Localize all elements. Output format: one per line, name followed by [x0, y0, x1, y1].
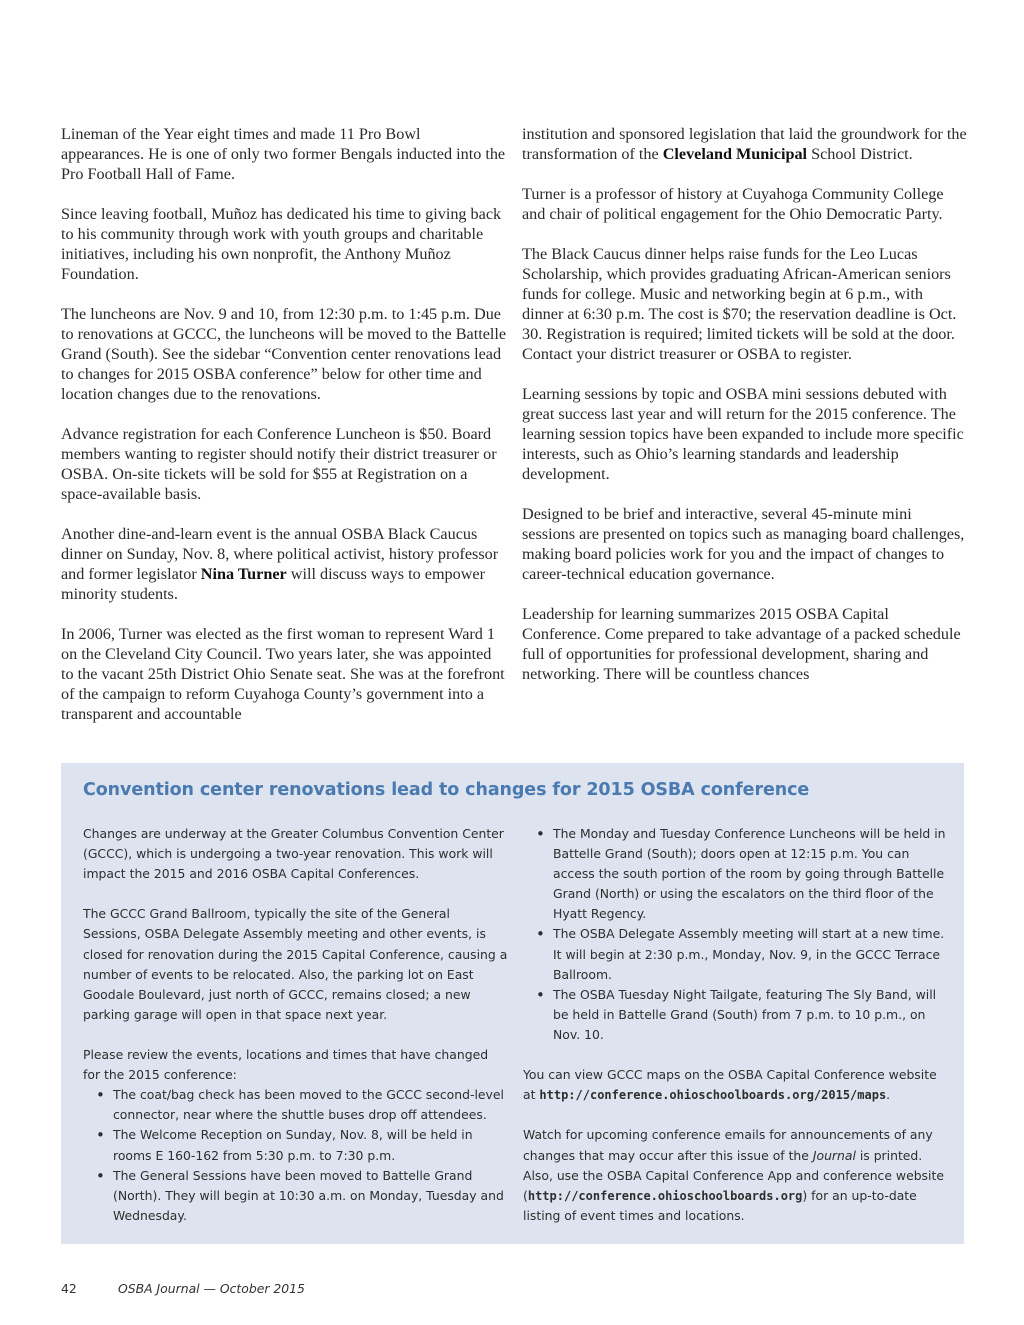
article-paragraph: Leadership for learning summarizes 2015 OSBA Capital Conference. Come prepared to take advantage of a packed schedule full of opportunities for professional development, sharing and networking. There will be countless chances	[522, 605, 961, 683]
bullet-item: • The Monday and Tuesday Conference Luncheons will be held in Battelle Grand (South); doors open at 12:15 p.m. You can access the south portion of the room by going through Battelle Grand (North) or using the escalators on the third floor of the Hyatt Regency.	[553, 824, 948, 924]
text-run: will discuss ways to empower minority students.	[61, 565, 485, 603]
text-run: institution and sponsored legislation that laid the groundwork for the transformation of the	[522, 125, 967, 163]
article-paragraph	[61, 524, 507, 604]
renovations-sidebar	[61, 763, 964, 1244]
bold-cleveland-municipal: Cleveland Municipal	[662, 145, 808, 163]
article-paragraph: Turner is a professor of history at Cuyahoga Community College and chair of political engagement for the Ohio Democratic Party.	[522, 185, 944, 223]
article-paragraph: Since leaving football, Muñoz has dedicated his time to giving back to his community through work with youth groups and charitable initiatives, including his own nonprofit, the Anthony Muñoz Foundation.	[61, 205, 502, 283]
text-run: is printed. Also, use the OSBA Capital Conference App and conference website (	[523, 1147, 944, 1203]
article-paragraph: In 2006, Turner was elected as the first woman to represent Ward 1 on the Cleveland City Council. Two years later, she was appointed to the vacant 25th District Ohio Senate seat. She was at the forefront of the campaign to reform Cuyahoga County’s government into a transparent and accountable	[61, 625, 505, 723]
sidebar-title: Convention center renovations lead to changes for 2015 OSBA conference	[83, 780, 810, 800]
right-article-column	[522, 124, 968, 704]
text-run: Another dine-and-learn event is the annual OSBA Black Caucus dinner on Sunday, Nov. 8, where political activist, history professor and former legislator	[61, 525, 499, 583]
journal-issue: OSBA Journal — October 2015	[118, 1281, 305, 1296]
article-paragraph: Designed to be brief and interactive, several 45-minute mini sessions are presented on topics such as managing board challenges, making board policies work for you and the impact of changes to career-technical education governance.	[522, 505, 965, 583]
bullet-item: • The OSBA Delegate Assembly meeting will start at a new time. It will begin at 2:30 p.m., Monday, Nov. 9, in the GCCC Terrace Ballroom.	[553, 924, 948, 984]
left-article-column	[61, 124, 507, 744]
text-run: .	[886, 1087, 891, 1103]
article-paragraph: Advance registration for each Conference Luncheon is $50. Board members wanting to register should notify their district treasurer or OSBA. On-site tickets will be sold for $55 at Registration on a space-available basis.	[61, 425, 497, 503]
conference-url-link[interactable]: http://conference.ohioschoolboards.org	[527, 1188, 803, 1203]
bold-name-nina-turner: Nina Turner	[200, 565, 287, 583]
sidebar-paragraph: The GCCC Grand Ballroom, typically the site of the General Sessions, OSBA Delegate Assembly meeting and other events, is closed for renovation during the 2015 Capital Conference, causing a number of events to be relocated. Also, the parking lot on East Goodale Boulevard, just north of GCCC, remains closed; a new parking garage will open in that space next year.	[83, 906, 508, 1022]
bullet-item: • The OSBA Tuesday Night Tailgate, featuring The Sly Band, will be held in Battelle Grand (South) from 7 p.m. to 10 p.m., on Nov. 10.	[553, 985, 948, 1045]
bullet-item: • The Welcome Reception on Sunday, Nov. 8, will be held in rooms E 160-162 from 5:30 p.m. to 7:30 p.m.	[113, 1125, 508, 1165]
page-number: 42	[61, 1281, 77, 1296]
sidebar-left-column	[83, 824, 508, 1246]
changes-bullet-list	[523, 824, 948, 1045]
article-paragraph: Learning sessions by topic and OSBA mini sessions debuted with great success last year and will return for the 2015 conference. The learning session topics have been expanded to include more specific interests, such as Ohio’s learning standards and leadership development.	[522, 385, 964, 483]
changes-bullet-list	[83, 1085, 508, 1226]
article-paragraph: Lineman of the Year eight times and made 11 Pro Bowl appearances. He is one of only two former Bengals inducted into the Pro Football Hall of Fame.	[61, 125, 506, 183]
text-run: You can view GCCC maps on the OSBA Capital Conference website at	[523, 1067, 937, 1103]
sidebar-paragraph	[523, 1125, 948, 1225]
text-run: School District.	[807, 145, 913, 163]
article-paragraph: The Black Caucus dinner helps raise funds for the Leo Lucas Scholarship, which provides graduating African-American seniors funds for college. Music and networking begin at 6 p.m., with dinner at 6:30 p.m. The cost is $70; the reservation deadline is Oct. 30. Registration is required; limited tickets will be sold at the door. Contact your district treasurer or OSBA to register.	[522, 245, 957, 363]
sidebar-paragraph	[523, 1065, 948, 1105]
article-paragraph: The luncheons are Nov. 9 and 10, from 12:30 p.m. to 1:45 p.m. Due to renovations at GCCC, the luncheons will be moved to the Battelle Grand (South). See the sidebar “Convention center renovations lead to changes for 2015 OSBA conference” below for other time and location changes due to the renovations.	[61, 305, 507, 403]
sidebar-paragraph: Please review the events, locations and times that have changed for the 2015 conference:	[83, 1047, 489, 1083]
text-run: ) for an up-to-date listing of event times and locations.	[523, 1187, 917, 1223]
article-paragraph	[522, 124, 968, 164]
sidebar-paragraph: Changes are underway at the Greater Columbus Convention Center (GCCC), which is undergoing a two-year renovation. This work will impact the 2015 and 2016 OSBA Capital Conferences.	[83, 826, 504, 882]
sidebar-right-column	[523, 824, 948, 1246]
bullet-item: • The coat/bag check has been moved to the GCCC second-level connector, near where the shuttle buses drop off attendees.	[113, 1085, 508, 1125]
bullet-item: • The General Sessions have been moved to Battelle Grand (North). They will begin at 10:30 a.m. on Monday, Tuesday and Wednesday.	[113, 1166, 508, 1226]
maps-url-link[interactable]: http://conference.ohioschoolboards.org/2015/maps	[539, 1088, 887, 1103]
journal-italic: Journal	[812, 1147, 856, 1163]
text-run: Watch for upcoming conference emails for announcements of any changes that may occur after this issue of the	[523, 1127, 933, 1163]
